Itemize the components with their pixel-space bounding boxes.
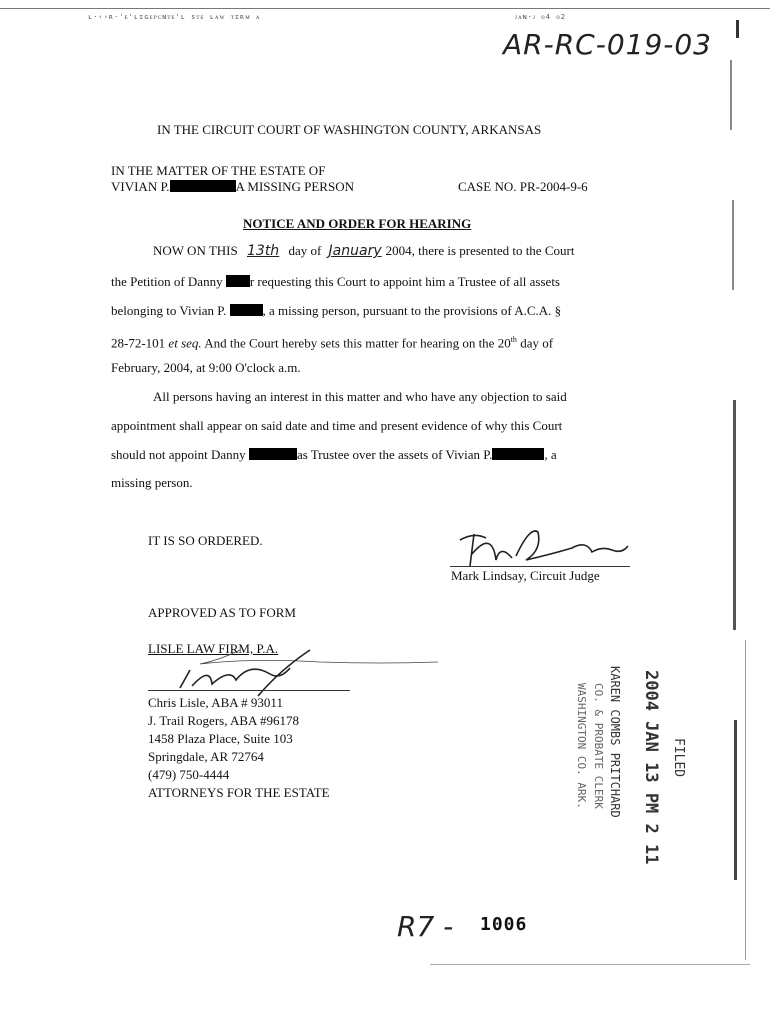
scan-edge-mark [736,20,739,38]
judge-signature [475,527,620,552]
document-title: NOTICE AND ORDER FOR HEARING [243,216,472,231]
handwritten-book-ref: R7 - [397,910,454,943]
redaction-box [170,180,236,192]
body-text: 28-72-101 [111,335,166,351]
so-ordered: IT IS SO ORDERED. [148,533,263,548]
book-ref-number: 1006 [480,914,528,935]
scan-edge-mark [733,400,736,630]
body-text-italic: et seq. [168,335,202,351]
scan-edge-mark [732,200,734,290]
body-line [153,243,574,259]
body-line [111,303,561,319]
stamp-clerk: KAREN COMBS PRITCHARD [608,666,622,818]
body-line: missing person. [111,475,193,490]
handwritten-reference: AR-RC-019-03 [503,28,712,61]
body-line: February, 2004, at 9:00 O'clock a.m. [111,360,301,375]
stamp-county: WASHINGTON CO. ARK. [575,683,588,809]
fax-header-right: ᴊᴀɴ·ᴊ ᴏ4 ᴏ2 [515,13,566,21]
scan-edge-mark [734,720,737,880]
body-text: And the Court hereby sets this matter for hearing on the 20 [204,335,511,351]
stamp-office: CO. & PROBATE CLERK [592,683,605,809]
body-text: day of [288,243,322,258]
body-text: day of [520,335,554,351]
scan-artifact-line [430,964,750,965]
body-text: 2004, there is presented to the Court [385,243,575,258]
fax-header-left: ʟ·‹›ʀ·'ᴇ'ʟɪɢᴇᴘᴄɴᴛᴇ'ʟ sᴛᴇ ʟᴀᴡ ᴛɪʀᴍ ᴀ [88,13,261,21]
body-text: belonging to Vivian P. [111,303,227,318]
body-line [111,274,560,290]
body-text: NOW ON THIS [153,243,238,258]
case-number: CASE NO. PR-2004-9-6 [458,179,588,194]
handwritten-month: January [328,243,382,259]
signature-line [148,690,350,691]
body-text: as Trustee over the assets of Vivian P. [296,447,493,462]
body-line: All persons having an interest in this matter and who have any objection to said [153,389,567,404]
approved-as-to-form: APPROVED AS TO FORM [148,605,296,620]
attorney-line: (479) 750-4444 [148,767,230,782]
redaction-box [249,448,297,460]
matter-name-suffix: A MISSING PERSON [235,179,354,194]
scan-edge-mark [745,640,746,960]
judge-name: Mark Lindsay, Circuit Judge [451,568,600,583]
attorney-line: ATTORNEYS FOR THE ESTATE [148,785,330,800]
body-line [111,447,557,463]
redaction-box [226,275,250,287]
law-firm: LISLE LAW FIRM, P.A. [148,641,279,656]
redaction-box [230,304,263,316]
body-superscript: th [510,335,517,344]
body-text: , a [544,447,557,462]
court-caption: IN THE CIRCUIT COURT OF WASHINGTON COUNTY, ARKANSAS [157,122,542,137]
matter-name-prefix: VIVIAN P. [111,179,170,194]
signature-line [450,566,630,567]
attorney-line: J. Trail Rogers, ABA #96178 [148,713,299,728]
body-text: , a missing person, pursuant to the provisions of A.C.A. § [262,303,562,318]
stamp-date: 2004 JAN 13 PM 2 11 [641,670,661,865]
body-text: the Petition of Danny [111,274,223,289]
redaction-box [492,448,544,460]
attorney-line: Chris Lisle, ABA # 93011 [148,695,283,710]
matter-line-1: IN THE MATTER OF THE ESTATE OF [111,163,326,178]
body-line: appointment shall appear on said date and time and present evidence of why this Court [111,418,563,433]
body-line [111,332,553,351]
body-text: should not appoint Danny [111,447,246,462]
matter-line-2 [111,179,354,195]
attorney-line: 1458 Plaza Place, Suite 103 [148,731,293,746]
scan-edge-mark [730,60,732,130]
body-text: r requesting this Court to appoint him a Trustee of all assets [249,274,560,289]
handwritten-day: 13th [247,243,280,259]
attorney-line: Springdale, AR 72764 [148,749,264,764]
stamp-filed: FILED [671,738,686,778]
